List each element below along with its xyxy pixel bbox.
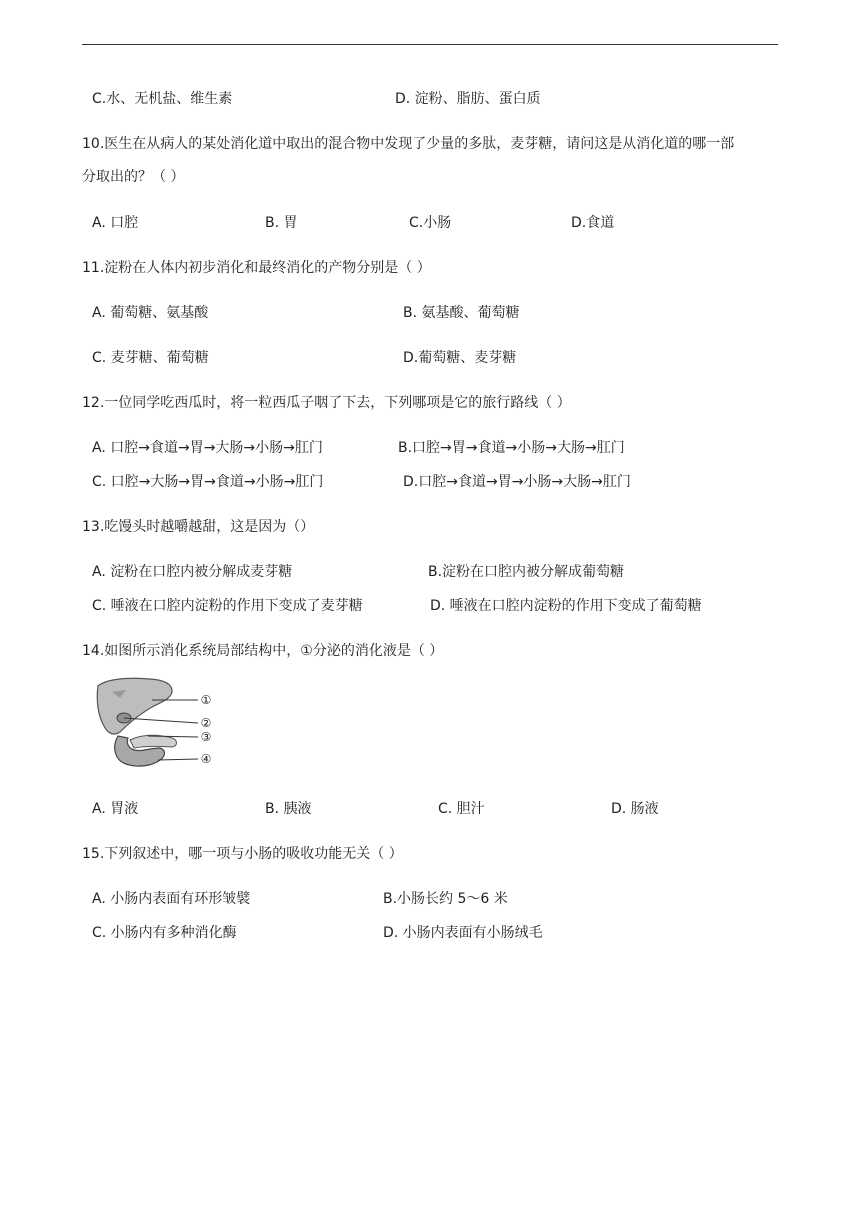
q14-stem: 14.如图所示消化系统局部结构中，①分泌的消化液是（ ） — [82, 643, 444, 659]
q10-option-a: A. 口腔 — [92, 215, 139, 231]
q15-option-c: C. 小肠内有多种消化酶 — [92, 925, 237, 941]
q13-stem: 13.吃馒头时越嚼越甜，这是因为（） — [82, 519, 315, 535]
q12-stem: 12.一位同学吃西瓜时，将一粒西瓜子咽了下去，下列哪项是它的旅行路线（ ） — [82, 395, 571, 411]
header-rule — [82, 44, 778, 45]
q15-option-b: B.小肠长约 5～6 米 — [383, 891, 508, 907]
q10-stem-line2: 分取出的？（ ） — [82, 169, 185, 185]
q11-stem: 11.淀粉在人体内初步消化和最终消化的产物分别是（ ） — [82, 260, 431, 276]
q14-option-a: A. 胃液 — [92, 801, 139, 817]
q11-option-d: D.葡萄糖、麦芽糖 — [403, 350, 517, 366]
q11-option-c: C. 麦芽糖、葡萄糖 — [92, 350, 209, 366]
digestive-organ-figure — [92, 676, 216, 774]
q12-option-c: C. 口腔→大肠→胃→食道→小肠→肛门 — [92, 474, 324, 490]
figure-label-1: ① — [200, 693, 212, 707]
q15-option-a: A. 小肠内表面有环形皱襞 — [92, 891, 251, 907]
q11-option-b: B. 氨基酸、葡萄糖 — [403, 305, 520, 321]
q12-option-a: A. 口腔→食道→胃→大肠→小肠→肛门 — [92, 440, 323, 456]
q13-option-d: D. 唾液在口腔内淀粉的作用下变成了葡萄糖 — [430, 598, 702, 614]
q12-option-b: B.口腔→胃→食道→小肠→大肠→肛门 — [398, 440, 625, 456]
q15-option-d: D. 小肠内表面有小肠绒毛 — [383, 925, 543, 941]
q13-option-b: B.淀粉在口腔内被分解成葡萄糖 — [428, 564, 625, 580]
q13-option-c: C. 唾液在口腔内淀粉的作用下变成了麦芽糖 — [92, 598, 363, 614]
figure-label-4: ④ — [200, 752, 212, 766]
q14-option-b: B. 胰液 — [265, 801, 312, 817]
q13-option-a: A. 淀粉在口腔内被分解成麦芽糖 — [92, 564, 293, 580]
q10-stem-line1: 10.医生在从病人的某处消化道中取出的混合物中发现了少量的多肽，麦芽糖，请问这是从消化道的哪一部 — [82, 136, 735, 152]
q14-option-d: D. 肠液 — [611, 801, 659, 817]
q9-option-d: D. 淀粉、脂肪、蛋白质 — [395, 91, 541, 107]
q14-option-c: C. 胆汁 — [438, 801, 485, 817]
figure-label-3: ③ — [200, 730, 212, 744]
q9-option-c: C.水、无机盐、维生素 — [92, 91, 233, 107]
figure-label-2: ② — [200, 716, 212, 730]
q10-option-b: B. 胃 — [265, 215, 298, 231]
q11-option-a: A. 葡萄糖、氨基酸 — [92, 305, 209, 321]
q10-option-c: C.小肠 — [409, 215, 452, 231]
q12-option-d: D.口腔→食道→胃→小肠→大肠→肛门 — [403, 474, 631, 490]
q10-option-d: D.食道 — [571, 215, 615, 231]
q15-stem: 15.下列叙述中，哪一项与小肠的吸收功能无关（ ） — [82, 846, 403, 862]
pancreas-shape — [130, 735, 177, 748]
